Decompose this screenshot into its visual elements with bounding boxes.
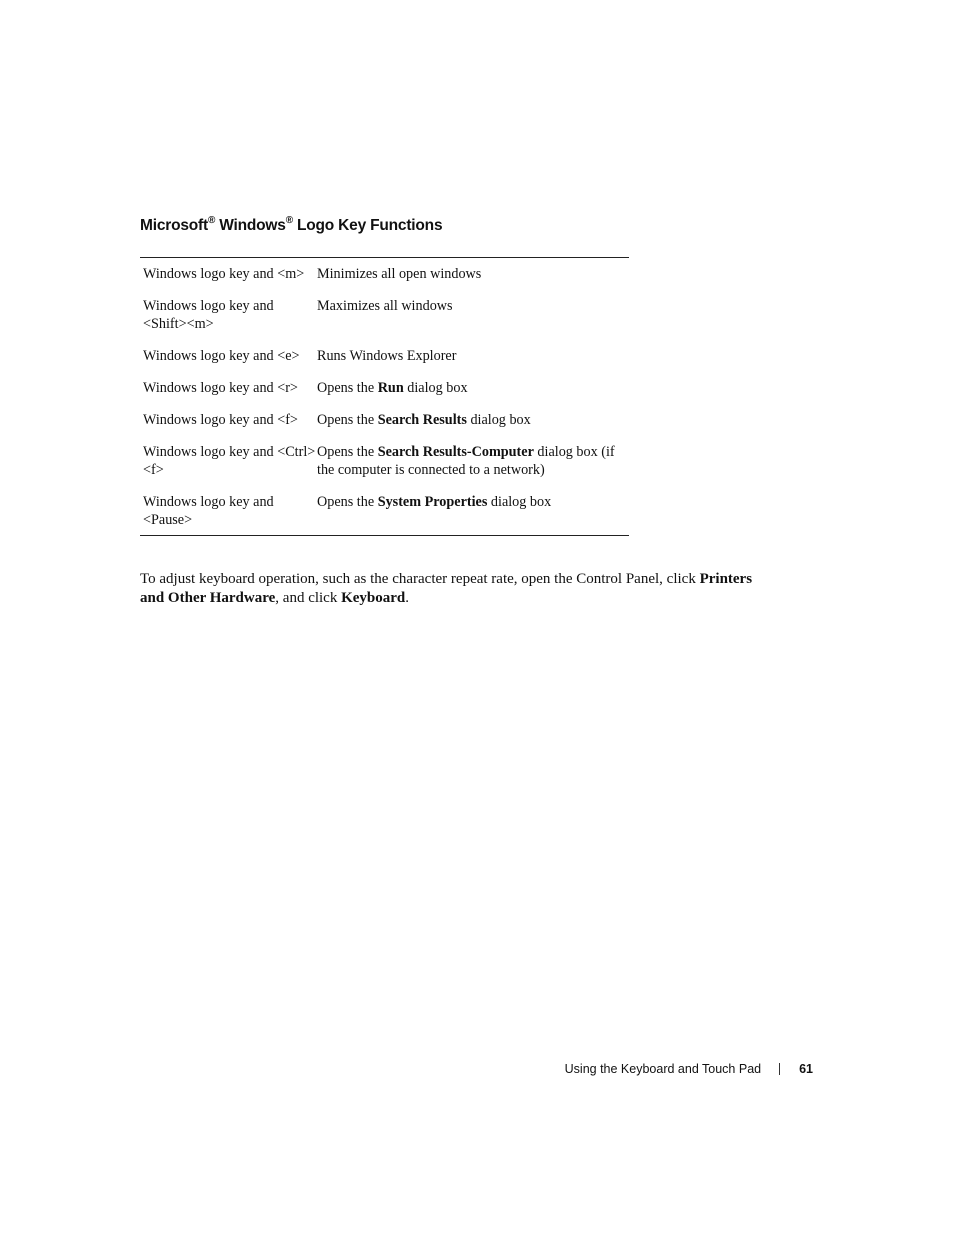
table-row (140, 297, 629, 347)
key-combination: Windows logo key and <r> (143, 380, 298, 396)
key-combination: Windows logo key and <Pause> (143, 494, 274, 528)
registered-mark: ® (285, 215, 293, 226)
heading-text: Windows (215, 217, 286, 235)
table-row (140, 258, 629, 298)
section-heading (140, 216, 442, 235)
key-combination: Windows logo key and <f> (143, 412, 298, 428)
footer-divider (779, 1063, 780, 1075)
menu-path-keyboard: Keyboard (341, 589, 406, 606)
page-number: 61 (799, 1062, 813, 1076)
table-row (140, 493, 629, 536)
table-row (140, 347, 629, 379)
table-row (140, 411, 629, 443)
keyboard-settings-paragraph: To adjust keyboard operation, such as the character repeat rate, open the Control Panel, click Printers and Other Hardware, and click Keyboard. (140, 571, 753, 606)
page-footer (565, 1062, 813, 1076)
logo-key-functions-table (140, 257, 629, 536)
key-combination: Windows logo key and <e> (143, 348, 300, 364)
key-combination: Windows logo key and <Shift><m> (143, 298, 274, 332)
footer-section-title: Using the Keyboard and Touch Pad (564, 1062, 762, 1076)
key-combination: Windows logo key and <m> (143, 266, 305, 282)
key-combination: Windows logo key and <Ctrl><f> (143, 444, 316, 478)
registered-mark: ® (207, 215, 216, 226)
function-description: Opens the Search Results dialog box (317, 412, 531, 428)
table-row (140, 379, 629, 411)
function-description: Maximizes all windows (317, 298, 453, 314)
function-description: Opens the Run dialog box (317, 380, 468, 396)
function-description: Minimizes all open windows (317, 266, 482, 282)
function-description: Opens the System Properties dialog box (317, 494, 552, 510)
heading-text: Logo Key Functions (292, 217, 443, 235)
function-description: Runs Windows Explorer (317, 348, 457, 364)
function-description: Opens the Search Results-Computer dialog box (if the computer is connected to a network) (317, 444, 615, 478)
heading-text: Microsoft (140, 217, 208, 235)
table-row (140, 443, 629, 493)
menu-path-printers-hardware: Printers and Other Hardware (140, 571, 753, 606)
